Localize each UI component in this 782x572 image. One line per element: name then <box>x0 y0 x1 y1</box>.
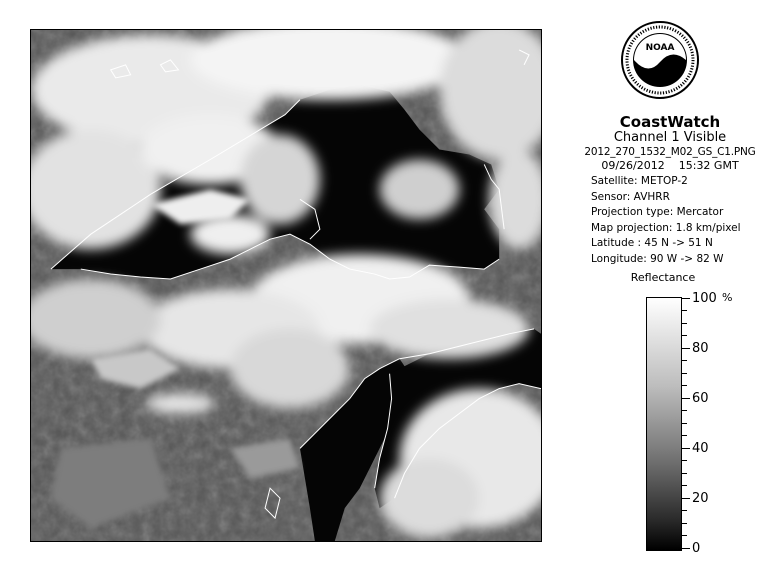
colorbar-tick <box>682 548 690 549</box>
channel-subtitle: Channel 1 Visible <box>613 130 727 145</box>
colorbar-tick <box>682 348 690 349</box>
colorbar-unit: % <box>722 291 733 304</box>
colorbar-minor-tick <box>682 360 687 361</box>
filename: 2012_270_1532_M02_GS_C1.PNG <box>584 146 756 158</box>
colorbar-tick-label: 60 <box>692 391 709 406</box>
colorbar-tick-label: 80 <box>692 341 709 356</box>
colorbar-minor-tick <box>682 310 687 311</box>
colorbar-minor-tick <box>682 523 687 524</box>
colorbar-tick <box>682 448 690 449</box>
date: 09/26/2012 <box>601 159 665 172</box>
colorbar-minor-tick <box>682 323 687 324</box>
noaa-logo-text: NOAA <box>645 43 675 53</box>
colorbar-minor-tick <box>682 423 687 424</box>
colorbar-minor-tick <box>682 435 687 436</box>
datetime <box>565 159 775 172</box>
colorbar-minor-tick <box>682 335 687 336</box>
colorbar-minor-tick <box>682 460 687 461</box>
longitude-line: Longitude: 90 W -> 82 W <box>591 252 724 265</box>
sensor-line: Sensor: AVHRR <box>591 190 670 203</box>
app-title: CoastWatch <box>619 113 721 131</box>
noaa-logo <box>620 18 700 110</box>
time: 15:32 GMT <box>678 159 739 172</box>
latitude-line: Latitude : 45 N -> 51 N <box>591 237 713 249</box>
projection-type-line: Projection type: Mercator <box>591 206 724 218</box>
colorbar-tick <box>682 398 690 399</box>
colorbar-label: Reflectance <box>630 271 696 284</box>
satellite-map <box>31 30 541 541</box>
colorbar-tick-label: 40 <box>692 441 709 456</box>
colorbar-minor-tick <box>682 473 687 474</box>
colorbar-tick <box>682 498 690 499</box>
colorbar-tick <box>682 298 690 299</box>
info-panel <box>565 113 775 267</box>
colorbar-minor-tick <box>682 385 687 386</box>
colorbar-tick-label: 100 <box>692 291 717 306</box>
colorbar-minor-tick <box>682 410 687 411</box>
colorbar-minor-tick <box>682 373 687 374</box>
metadata-list <box>565 174 775 267</box>
colorbar-minor-tick <box>682 485 687 486</box>
colorbar-tick-label: 20 <box>692 491 709 506</box>
colorbar-minor-tick <box>682 535 687 536</box>
colorbar-tick-label: 0 <box>692 541 701 556</box>
colorbar-minor-tick <box>682 510 687 511</box>
satellite-line: Satellite: METOP-2 <box>591 175 688 187</box>
map-projection-line: Map projection: 1.8 km/pixel <box>591 221 741 234</box>
satellite-image <box>30 29 542 542</box>
colorbar <box>646 297 682 551</box>
